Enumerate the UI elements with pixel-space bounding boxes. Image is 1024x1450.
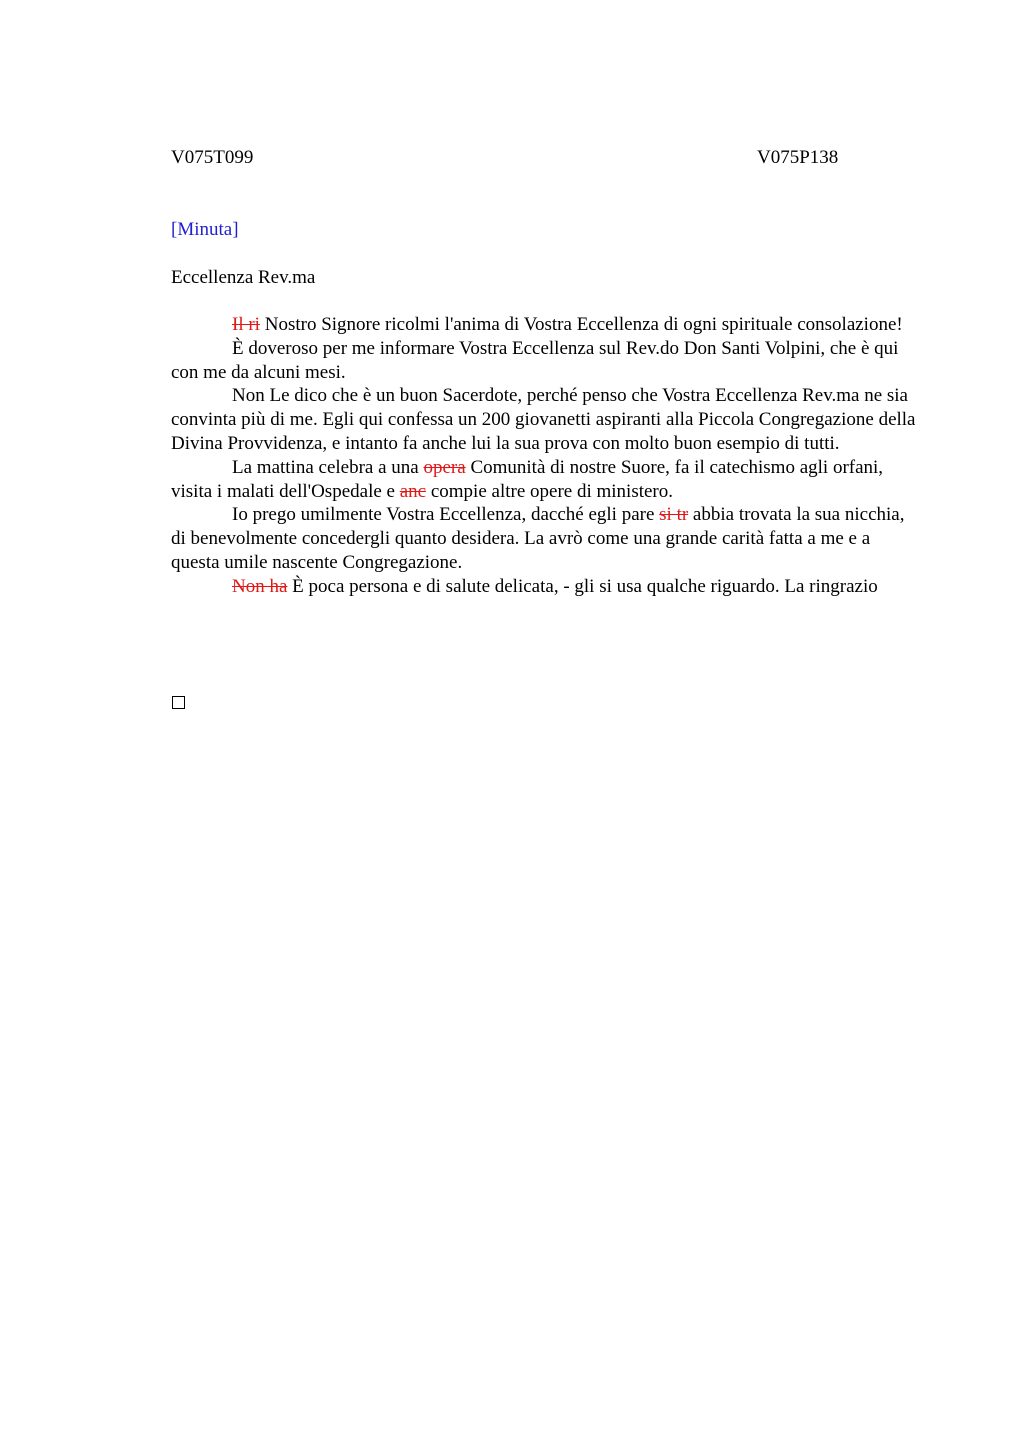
paragraph-1 bbox=[171, 313, 921, 337]
paragraph-4 bbox=[171, 456, 921, 504]
deleted-text: anc bbox=[399, 480, 427, 502]
letter-body bbox=[171, 313, 921, 599]
paragraph-2 bbox=[171, 337, 921, 385]
deleted-text: si tr bbox=[659, 504, 689, 526]
salutation: Eccellenza Rev.ma bbox=[171, 267, 316, 288]
document-code-left: V075T099 bbox=[171, 147, 254, 168]
empty-checkbox-icon bbox=[172, 696, 185, 709]
document-code-right: V075P138 bbox=[757, 147, 839, 168]
paragraph-text: Comunità di nostre Suore, fa il catechismo agli orfani, visita i malati dell'Ospedale e bbox=[171, 456, 884, 502]
paragraph-3 bbox=[171, 384, 921, 455]
paragraph-text: Io prego umilmente Vostra Eccellenza, dacché egli pare bbox=[232, 504, 660, 526]
deleted-text: Il ri bbox=[232, 314, 260, 335]
paragraph-text: compie altre opere di ministero. bbox=[426, 480, 674, 502]
paragraph-text: abbia trovata la sua nicchia, di benevolmente concedergli quanto desidera. La avrò come una grande carità fatta a me e a questa umile nascente Congregazione. bbox=[171, 504, 905, 573]
paragraph-6 bbox=[171, 575, 921, 599]
paragraph-text: Nostro Signore ricolmi l'anima di Vostra Eccellenza di ogni spirituale consolazione! bbox=[259, 314, 903, 335]
paragraph-text: La mattina celebra a una bbox=[232, 456, 424, 478]
deleted-text: opera bbox=[423, 456, 466, 478]
paragraph-text: È poca persona e di salute delicata, - gli si usa qualche riguardo. La ringrazio bbox=[287, 575, 878, 597]
paragraph-text: Non Le dico che è un buon Sacerdote, perché penso che Vostra Eccellenza Rev.ma ne sia convinta più di me. Egli qui confessa un 200 giovanetti aspiranti alla Piccola Congregazione della Divina Provvidenza, e intanto fa anche lui la sua prova con molto buon esempio di tutti. bbox=[171, 385, 916, 454]
deleted-text: Non ha bbox=[232, 575, 288, 597]
paragraph-text: È doveroso per me informare Vostra Eccellenza sul Rev.do Don Santi Volpini, che è qui con me da alcuni mesi. bbox=[171, 337, 899, 383]
paragraph-5 bbox=[171, 503, 921, 574]
minuta-label: [Minuta] bbox=[171, 219, 239, 240]
